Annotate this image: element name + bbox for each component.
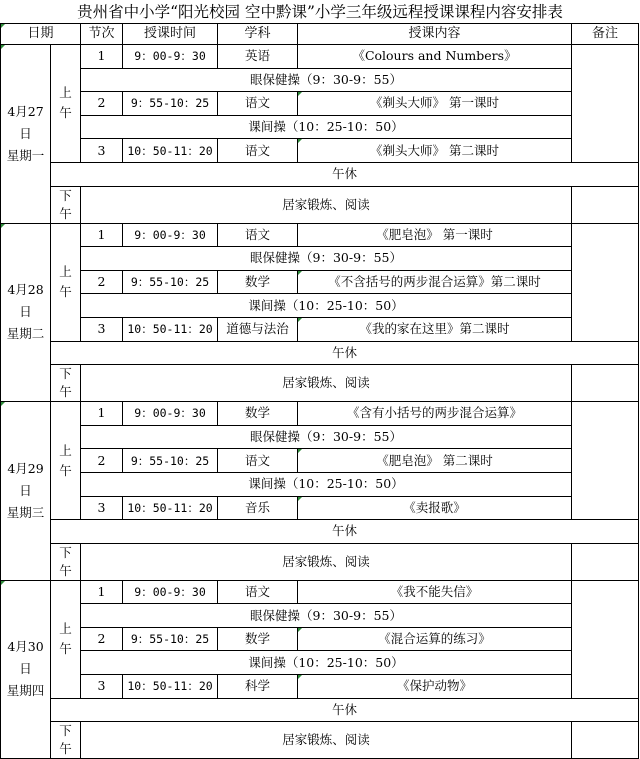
lesson-row	[1, 580, 639, 604]
content-cell: 《卖报歌》	[298, 496, 572, 520]
content-cell: 《剃头大师》 第二课时	[298, 139, 572, 163]
subject-cell: 数学	[218, 627, 298, 651]
morning-label-text: 上午	[59, 85, 72, 121]
afternoon-label	[51, 543, 81, 580]
noon-break-row	[1, 162, 639, 186]
date-cell	[1, 580, 51, 759]
afternoon-activity-cell: 居家锻炼、阅读	[81, 543, 572, 580]
header-date: 日期	[1, 24, 81, 45]
subject-cell: 语文	[218, 92, 298, 116]
header-period: 节次	[81, 24, 123, 45]
break-exercise-row	[1, 115, 639, 139]
afternoon-row	[1, 722, 639, 759]
subject-cell: 语文	[218, 580, 298, 604]
lesson-row	[1, 139, 639, 163]
period-cell: 2	[81, 627, 123, 651]
time-cell: 9：55-10：25	[123, 449, 218, 473]
subject-cell: 数学	[218, 270, 298, 294]
time-cell: 10：50-11：20	[123, 139, 218, 163]
content-cell: 《不含括号的两步混合运算》第二课时	[298, 270, 572, 294]
period-cell: 1	[81, 223, 123, 247]
afternoon-row	[1, 543, 639, 580]
content-cell: 《Colours and Numbers》	[298, 45, 572, 69]
period-cell: 3	[81, 139, 123, 163]
lesson-row	[1, 92, 639, 116]
break-exercise-row	[1, 472, 639, 496]
subject-cell: 科学	[218, 675, 298, 699]
date-line2: 日	[19, 482, 32, 498]
lesson-row	[1, 223, 639, 247]
note-cell	[572, 543, 639, 580]
subject-cell: 语文	[218, 223, 298, 247]
period-cell: 2	[81, 270, 123, 294]
break-exercise-row	[1, 651, 639, 675]
noon-break-cell: 午休	[51, 341, 639, 365]
date-line2: 日	[19, 304, 32, 320]
subject-cell: 道德与法治	[218, 317, 298, 341]
weekday: 星期二	[6, 326, 45, 342]
morning-label-text: 上午	[59, 621, 72, 657]
time-cell: 9：55-10：25	[123, 92, 218, 116]
afternoon-activity-cell: 居家锻炼、阅读	[81, 722, 572, 759]
afternoon-label	[51, 722, 81, 759]
time-cell: 9：55-10：25	[123, 270, 218, 294]
content-cell: 《混合运算的练习》	[298, 627, 572, 651]
date-cell	[1, 402, 51, 581]
break-exercise-row	[1, 294, 639, 318]
noon-break-cell: 午休	[51, 520, 639, 544]
header-content: 授课内容	[298, 24, 572, 45]
header-subject: 学科	[218, 24, 298, 45]
noon-break-row	[1, 698, 639, 722]
date-line1: 4月28	[7, 282, 44, 298]
date-line1: 4月27	[7, 103, 44, 119]
time-cell: 10：50-11：20	[123, 317, 218, 341]
time-cell: 10：50-11：20	[123, 496, 218, 520]
weekday: 星期四	[6, 683, 45, 699]
date-cell	[1, 45, 51, 224]
morning-label-text: 上午	[59, 442, 72, 478]
afternoon-row	[1, 365, 639, 402]
note-cell	[572, 722, 639, 759]
page-title: 贵州省中小学“阳光校园 空中黔课”小学三年级远程授课课程内容安排表	[77, 3, 563, 21]
eye-exercise-row	[1, 604, 639, 628]
lesson-row	[1, 627, 639, 651]
lesson-row	[1, 402, 639, 426]
note-cell	[572, 45, 639, 163]
period-cell: 2	[81, 92, 123, 116]
lesson-row	[1, 449, 639, 473]
date-line2: 日	[19, 661, 32, 677]
noon-break-cell: 午休	[51, 162, 639, 186]
morning-label	[51, 45, 81, 163]
period-cell: 3	[81, 675, 123, 699]
afternoon-row	[1, 186, 639, 223]
eye-exercise-cell: 眼保健操（9：30-9：55）	[81, 68, 572, 92]
header-time: 授课时间	[123, 24, 218, 45]
note-cell	[572, 402, 639, 520]
time-cell: 9：55-10：25	[123, 627, 218, 651]
period-cell: 2	[81, 449, 123, 473]
date-line1: 4月30	[7, 639, 44, 655]
period-cell: 1	[81, 45, 123, 69]
subject-cell: 语文	[218, 139, 298, 163]
lesson-row	[1, 45, 639, 69]
lesson-row	[1, 675, 639, 699]
period-cell: 1	[81, 580, 123, 604]
subject-cell: 语文	[218, 449, 298, 473]
date-line1: 4月29	[7, 460, 44, 476]
period-cell: 3	[81, 496, 123, 520]
content-cell: 《保护动物》	[298, 675, 572, 699]
time-cell: 9：00-9：30	[123, 402, 218, 426]
time-cell: 9：00-9：30	[123, 223, 218, 247]
afternoon-label-text: 下午	[59, 187, 72, 221]
morning-label	[51, 580, 81, 698]
lesson-row	[1, 317, 639, 341]
afternoon-label-text: 下午	[59, 723, 72, 757]
break-exercise-cell: 课间操（10：25-10：50）	[81, 115, 572, 139]
note-cell	[572, 580, 639, 698]
afternoon-label	[51, 365, 81, 402]
weekday: 星期三	[6, 504, 45, 520]
eye-exercise-cell: 眼保健操（9：30-9：55）	[81, 425, 572, 449]
noon-break-row	[1, 341, 639, 365]
afternoon-label-text: 下午	[59, 366, 72, 400]
header-row	[1, 24, 639, 45]
morning-label	[51, 223, 81, 341]
time-cell: 9：00-9：30	[123, 580, 218, 604]
content-cell: 《含有小括号的两步混合运算》	[298, 402, 572, 426]
morning-label-text: 上午	[59, 264, 72, 300]
eye-exercise-row	[1, 247, 639, 271]
break-exercise-cell: 课间操（10：25-10：50）	[81, 294, 572, 318]
noon-break-row	[1, 520, 639, 544]
eye-exercise-row	[1, 425, 639, 449]
weekday: 星期一	[6, 147, 45, 163]
content-cell: 《肥皂泡》 第一课时	[298, 223, 572, 247]
content-cell: 《肥皂泡》 第二课时	[298, 449, 572, 473]
afternoon-activity-cell: 居家锻炼、阅读	[81, 365, 572, 402]
content-cell: 《我不能失信》	[298, 580, 572, 604]
subject-cell: 数学	[218, 402, 298, 426]
noon-break-cell: 午休	[51, 698, 639, 722]
subject-cell: 音乐	[218, 496, 298, 520]
content-cell: 《我的家在这里》第二课时	[298, 317, 572, 341]
eye-exercise-row	[1, 68, 639, 92]
note-cell	[572, 186, 639, 223]
eye-exercise-cell: 眼保健操（9：30-9：55）	[81, 247, 572, 271]
eye-exercise-cell: 眼保健操（9：30-9：55）	[81, 604, 572, 628]
content-cell: 《剃头大师》 第一课时	[298, 92, 572, 116]
break-exercise-cell: 课间操（10：25-10：50）	[81, 651, 572, 675]
schedule-table	[0, 23, 639, 759]
period-cell: 3	[81, 317, 123, 341]
note-cell	[572, 223, 639, 341]
period-cell: 1	[81, 402, 123, 426]
morning-label	[51, 402, 81, 520]
lesson-row	[1, 270, 639, 294]
time-cell: 9：00-9：30	[123, 45, 218, 69]
date-line2: 日	[19, 125, 32, 141]
afternoon-label	[51, 186, 81, 223]
subject-cell: 英语	[218, 45, 298, 69]
afternoon-label-text: 下午	[59, 544, 72, 578]
note-cell	[572, 365, 639, 402]
header-note: 备注	[572, 24, 639, 45]
date-cell	[1, 223, 51, 402]
afternoon-activity-cell: 居家锻炼、阅读	[81, 186, 572, 223]
break-exercise-cell: 课间操（10：25-10：50）	[81, 472, 572, 496]
time-cell: 10：50-11：20	[123, 675, 218, 699]
lesson-row	[1, 496, 639, 520]
